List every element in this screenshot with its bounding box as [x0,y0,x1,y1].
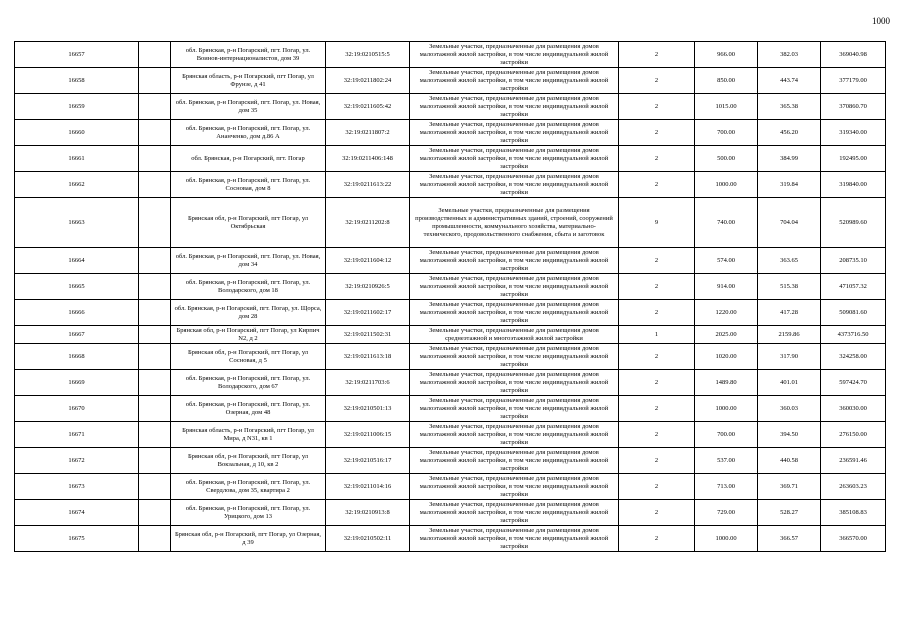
specific-value-cell: 360.03 [758,396,821,422]
address-cell: Брянская обл, р-н Погарский, пгт Погар, ул Кирпич N2, д 2 [171,326,326,344]
area-cell: 1489.80 [695,370,758,396]
record-number-cell: 16667 [15,326,139,344]
group-cell: 1 [619,326,695,344]
address-cell: Брянская обл, р-н Погарский, пгт Погар, ул Октябрьская [171,198,326,248]
specific-value-cell: 456.20 [758,120,821,146]
cadastral-value-cell: 471057.32 [821,274,886,300]
cadastral-number-cell: 32:19:0211202:8 [326,198,410,248]
table-row [15,68,886,94]
record-number-cell: 16672 [15,448,139,474]
cadastral-number-cell: 32:19:0211502:31 [326,326,410,344]
permitted-use-cell: Земельные участки, предназначенные для размещения домов малоэтажной жилой застройки, в том числе индивидуальной жилой застройки [410,94,619,120]
cadastral-number-cell: 32:19:0211014:16 [326,474,410,500]
group-cell: 2 [619,300,695,326]
table-row [15,326,886,344]
cadastral-value-cell: 319340.00 [821,120,886,146]
area-cell: 1000.00 [695,396,758,422]
address-cell: обл. Брянская, р-н Погарский, пгт. Погар, ул. Озерная, дом 48 [171,396,326,422]
area-cell: 700.00 [695,422,758,448]
cadastral-value-cell: 360030.00 [821,396,886,422]
cadastral-number-cell: 32:19:0211807:2 [326,120,410,146]
spacer-cell [139,68,171,94]
permitted-use-cell: Земельные участки, предназначенные для размещения домов малоэтажной жилой застройки, в том числе индивидуальной жилой застройки [410,526,619,552]
permitted-use-cell: Земельные участки, предназначенные для размещения домов малоэтажной жилой застройки, в том числе индивидуальной жилой застройки [410,42,619,68]
spacer-cell [139,198,171,248]
specific-value-cell: 394.50 [758,422,821,448]
area-cell: 729.00 [695,500,758,526]
address-cell: обл. Брянская, р-н Погарский, пгт. Погар, ул. Воинов-интернационалистов, дом 39 [171,42,326,68]
cadastral-value-cell: 276150.00 [821,422,886,448]
specific-value-cell: 317.90 [758,344,821,370]
address-cell: обл. Брянская, р-н Погарский, пгт. Погар, ул. Свердлова, дом 35, квартира 2 [171,474,326,500]
table-row [15,422,886,448]
area-cell: 700.00 [695,120,758,146]
specific-value-cell: 382.03 [758,42,821,68]
cadastral-value-cell: 385108.83 [821,500,886,526]
group-cell: 2 [619,344,695,370]
table-row [15,370,886,396]
group-cell: 2 [619,120,695,146]
group-cell: 2 [619,370,695,396]
table-row [15,146,886,172]
table-row [15,474,886,500]
specific-value-cell: 704.04 [758,198,821,248]
area-cell: 713.00 [695,474,758,500]
specific-value-cell: 363.65 [758,248,821,274]
table-row [15,500,886,526]
area-cell: 740.00 [695,198,758,248]
cadastral-number-cell: 32:19:0211006:15 [326,422,410,448]
address-cell: Брянская область, р-н Погарский, пгт Погар, ул Фрунзе, д 41 [171,68,326,94]
group-cell: 2 [619,68,695,94]
area-cell: 1220.00 [695,300,758,326]
cadastral-value-cell: 4373716.50 [821,326,886,344]
spacer-cell [139,94,171,120]
table-row [15,300,886,326]
address-cell: обл. Брянская, р-н Погарский, пгт. Погар, ул. Щорса, дом 28 [171,300,326,326]
permitted-use-cell: Земельные участки, предназначенные для размещения домов малоэтажной жилой застройки, в том числе индивидуальной жилой застройки [410,68,619,94]
table-row [15,344,886,370]
group-cell: 2 [619,422,695,448]
record-number-cell: 16660 [15,120,139,146]
cadastral-number-cell: 32:19:0211703:6 [326,370,410,396]
table-row [15,172,886,198]
spacer-cell [139,146,171,172]
address-cell: обл. Брянская, р-н Погарский, пгт. Погар, ул. Володарского, дом 18 [171,274,326,300]
address-cell: обл. Брянская, р-н Погарский, пгт. Погар, ул. Сосновая, дом 8 [171,172,326,198]
cadastral-number-cell: 32:19:0211605:42 [326,94,410,120]
spacer-cell [139,448,171,474]
record-number-cell: 16670 [15,396,139,422]
cadastral-value-cell: 319840.00 [821,172,886,198]
cadastral-value-cell: 509081.60 [821,300,886,326]
group-cell: 2 [619,172,695,198]
permitted-use-cell: Земельные участки, предназначенные для размещения домов малоэтажной жилой застройки, в том числе индивидуальной жилой застройки [410,274,619,300]
specific-value-cell: 443.74 [758,68,821,94]
permitted-use-cell: Земельные участки, предназначенные для размещения домов малоэтажной жилой застройки, в том числе индивидуальной жилой застройки [410,300,619,326]
address-cell: обл. Брянская, р-н Погарский, пгт. Погар, ул. Новая, дом 34 [171,248,326,274]
specific-value-cell: 528.27 [758,500,821,526]
cadastral-number-cell: 32:19:0210516:17 [326,448,410,474]
permitted-use-cell: Земельные участки, предназначенные для размещения домов малоэтажной жилой застройки, в том числе индивидуальной жилой застройки [410,370,619,396]
record-number-cell: 16662 [15,172,139,198]
specific-value-cell: 401.01 [758,370,821,396]
address-cell: Брянская обл, р-н Погарский, пгт Погар, ул Вокзальная, д 10, кв 2 [171,448,326,474]
permitted-use-cell: Земельные участки, предназначенные для размещения домов среднеэтажной и многоэтажной жилой застройки [410,326,619,344]
area-cell: 1020.00 [695,344,758,370]
cadastral-value-cell: 324258.00 [821,344,886,370]
area-cell: 574.00 [695,248,758,274]
group-cell: 2 [619,474,695,500]
permitted-use-cell: Земельные участки, предназначенные для размещения домов малоэтажной жилой застройки, в том числе индивидуальной жилой застройки [410,146,619,172]
cadastral-value-cell: 370860.70 [821,94,886,120]
area-cell: 537.00 [695,448,758,474]
address-cell: обл. Брянская, р-н Погарский, пгт. Погар [171,146,326,172]
area-cell: 2025.00 [695,326,758,344]
cadastral-number-cell: 32:19:0211613:18 [326,344,410,370]
spacer-cell [139,300,171,326]
record-number-cell: 16668 [15,344,139,370]
spacer-cell [139,42,171,68]
cadastral-value-cell: 377179.00 [821,68,886,94]
record-number-cell: 16659 [15,94,139,120]
table-row [15,396,886,422]
specific-value-cell: 319.84 [758,172,821,198]
record-number-cell: 16675 [15,526,139,552]
record-number-cell: 16674 [15,500,139,526]
group-cell: 2 [619,448,695,474]
record-number-cell: 16671 [15,422,139,448]
cadastral-number-cell: 32:19:0210926:5 [326,274,410,300]
permitted-use-cell: Земельные участки, предназначенные для размещения домов малоэтажной жилой застройки, в том числе индивидуальной жилой застройки [410,422,619,448]
cadastral-value-cell: 263603.23 [821,474,886,500]
permitted-use-cell: Земельные участки, предназначенные для размещения производственных и административных зданий, строений, сооружений промышленности, коммунального хозяйства, материально-технического, продовольственного снабжения, сбыта и заготовок [410,198,619,248]
group-cell: 2 [619,94,695,120]
area-cell: 1015.00 [695,94,758,120]
record-number-cell: 16661 [15,146,139,172]
land-registry-table [14,41,886,552]
record-number-cell: 16665 [15,274,139,300]
area-cell: 850.00 [695,68,758,94]
table-row [15,42,886,68]
cadastral-number-cell: 32:19:0211604:12 [326,248,410,274]
table-body [15,42,886,552]
group-cell: 2 [619,146,695,172]
address-cell: обл. Брянская, р-н Погарский, пгт. Погар, ул. Володарского, дом 67 [171,370,326,396]
record-number-cell: 16658 [15,68,139,94]
area-cell: 966.00 [695,42,758,68]
cadastral-number-cell: 32:19:0210501:13 [326,396,410,422]
spacer-cell [139,474,171,500]
group-cell: 9 [619,198,695,248]
spacer-cell [139,500,171,526]
group-cell: 2 [619,526,695,552]
table-row [15,526,886,552]
permitted-use-cell: Земельные участки, предназначенные для размещения домов малоэтажной жилой застройки, в том числе индивидуальной жилой застройки [410,248,619,274]
table-row [15,248,886,274]
cadastral-number-cell: 32:19:0211802:24 [326,68,410,94]
specific-value-cell: 417.28 [758,300,821,326]
permitted-use-cell: Земельные участки, предназначенные для размещения домов малоэтажной жилой застройки, в том числе индивидуальной жилой застройки [410,120,619,146]
specific-value-cell: 366.57 [758,526,821,552]
record-number-cell: 16673 [15,474,139,500]
area-cell: 914.00 [695,274,758,300]
spacer-cell [139,248,171,274]
area-cell: 1000.00 [695,526,758,552]
permitted-use-cell: Земельные участки, предназначенные для размещения домов малоэтажной жилой застройки, в том числе индивидуальной жилой застройки [410,500,619,526]
cadastral-number-cell: 32:19:0211602:17 [326,300,410,326]
specific-value-cell: 369.71 [758,474,821,500]
address-cell: обл. Брянская, р-н Погарский, пгт. Погар, ул. Ананченко, дом д.86 А [171,120,326,146]
spacer-cell [139,274,171,300]
permitted-use-cell: Земельные участки, предназначенные для размещения домов малоэтажной жилой застройки, в том числе индивидуальной жилой застройки [410,344,619,370]
spacer-cell [139,370,171,396]
permitted-use-cell: Земельные участки, предназначенные для размещения домов малоэтажной жилой застройки, в том числе индивидуальной жилой застройки [410,474,619,500]
address-cell: Брянская обл, р-н Погарский, пгт Погар, ул Сосновая, д 5 [171,344,326,370]
permitted-use-cell: Земельные участки, предназначенные для размещения домов малоэтажной жилой застройки, в том числе индивидуальной жилой застройки [410,172,619,198]
address-cell: Брянская область, р-н Погарский, пгт Погар, ул Мира, д N31, кв 1 [171,422,326,448]
permitted-use-cell: Земельные участки, предназначенные для размещения домов малоэтажной жилой застройки, в том числе индивидуальной жилой застройки [410,396,619,422]
spacer-cell [139,172,171,198]
cadastral-value-cell: 192495.00 [821,146,886,172]
spacer-cell [139,526,171,552]
specific-value-cell: 440.58 [758,448,821,474]
group-cell: 2 [619,396,695,422]
cadastral-value-cell: 208735.10 [821,248,886,274]
group-cell: 2 [619,42,695,68]
record-number-cell: 16663 [15,198,139,248]
specific-value-cell: 515.38 [758,274,821,300]
table-row [15,94,886,120]
page-number: 1000 [872,16,890,26]
spacer-cell [139,344,171,370]
table-row [15,448,886,474]
cadastral-number-cell: 32:19:0211613:22 [326,172,410,198]
spacer-cell [139,326,171,344]
area-cell: 500.00 [695,146,758,172]
table-row [15,274,886,300]
group-cell: 2 [619,274,695,300]
spacer-cell [139,396,171,422]
record-number-cell: 16657 [15,42,139,68]
record-number-cell: 16669 [15,370,139,396]
area-cell: 1000.00 [695,172,758,198]
permitted-use-cell: Земельные участки, предназначенные для размещения домов малоэтажной жилой застройки, в том числе индивидуальной жилой застройки [410,448,619,474]
cadastral-value-cell: 366570.00 [821,526,886,552]
group-cell: 2 [619,500,695,526]
specific-value-cell: 365.38 [758,94,821,120]
spacer-cell [139,422,171,448]
cadastral-number-cell: 32:19:0210502:11 [326,526,410,552]
cadastral-number-cell: 32:19:0210515:5 [326,42,410,68]
record-number-cell: 16664 [15,248,139,274]
table-row [15,120,886,146]
record-number-cell: 16666 [15,300,139,326]
group-cell: 2 [619,248,695,274]
address-cell: обл. Брянская, р-н Погарский, пгт. Погар, ул. Урицкого, дом 13 [171,500,326,526]
address-cell: обл. Брянская, р-н Погарский, пгт. Погар, ул. Новая, дом 35 [171,94,326,120]
cadastral-value-cell: 236591.46 [821,448,886,474]
address-cell: Брянская обл, р-н Погарский, пгт Погар, ул Озерная, д 39 [171,526,326,552]
specific-value-cell: 384.99 [758,146,821,172]
spacer-cell [139,120,171,146]
table-row [15,198,886,248]
cadastral-value-cell: 520989.60 [821,198,886,248]
cadastral-value-cell: 369040.98 [821,42,886,68]
specific-value-cell: 2159.86 [758,326,821,344]
cadastral-number-cell: 32:19:0210913:8 [326,500,410,526]
cadastral-number-cell: 32:19:0211406:148 [326,146,410,172]
cadastral-value-cell: 597424.70 [821,370,886,396]
